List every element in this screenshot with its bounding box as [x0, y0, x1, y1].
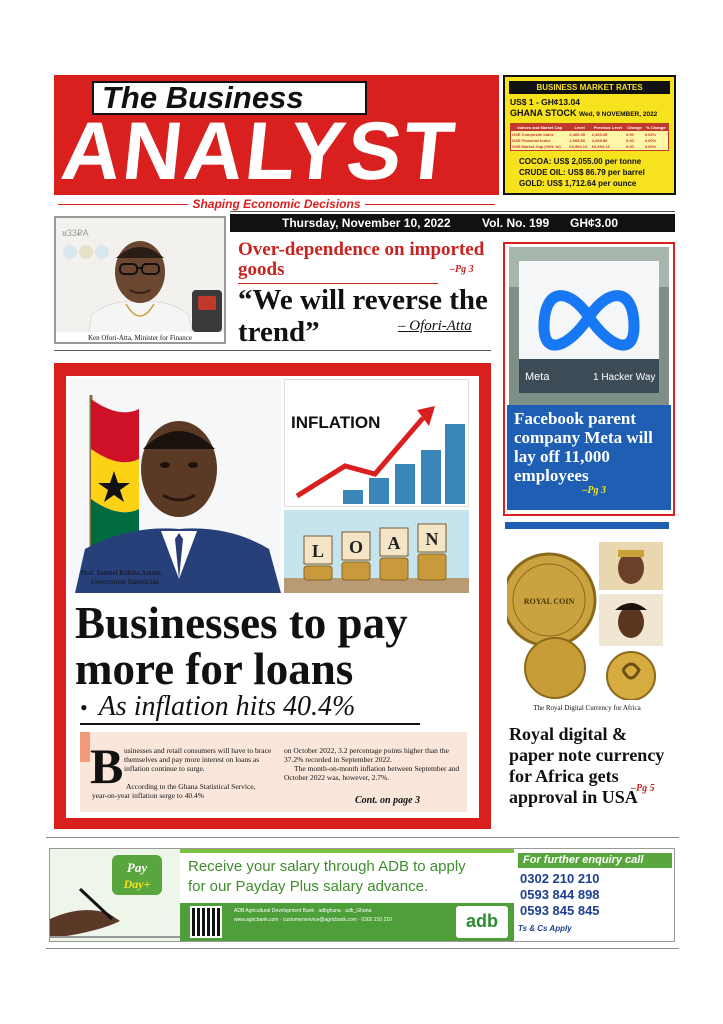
meta-sign-address: 1 Hacker Way — [593, 372, 656, 383]
royal-headline: Royal digital & paper note currency for Africa gets approval in USA — [509, 724, 665, 807]
tagline-rule-right — [365, 204, 495, 205]
annim-caption-title: Government Statistician — [91, 578, 159, 586]
adb-logo: adb — [456, 906, 508, 938]
masthead-title-main: ANALYST — [57, 106, 461, 197]
ofori-atta-photo — [54, 216, 226, 344]
tagline-rule-left — [58, 204, 188, 205]
loan-letter: L — [311, 541, 325, 561]
ofori-atta-caption: Ken Ofori-Atta, Minister for Finance — [56, 332, 224, 344]
rates-cell: 2,069.89 — [569, 137, 585, 143]
loan-letter: N — [425, 529, 439, 549]
volume-number: Vol. No. 199 — [482, 216, 550, 230]
body-column-2b: The month-on-month inflation between September and October 2022 was, however, 2.7%. — [284, 764, 460, 782]
ghana-stock-line — [510, 108, 657, 118]
rates-cell: 0.00% — [644, 131, 657, 137]
payday-hand-illustration — [50, 849, 180, 941]
loan-graphic — [284, 510, 469, 593]
adb-advertisement[interactable] — [49, 848, 675, 942]
body-column-1b: According to the Ghana Statistical Service, year-on-year inflation serge to 40.4% — [92, 782, 256, 800]
rates-header-cell: % Change — [644, 124, 668, 131]
rates-header-cell: Change — [625, 124, 644, 131]
rates-header-cell: Previous Level — [591, 124, 625, 131]
market-rates-box — [503, 75, 676, 195]
enquiry-banner: For further enquiry call — [518, 853, 672, 868]
rates-cell: 0.00 — [625, 143, 634, 149]
rates-cell: GSE Market Cap (GH¢ 'm) — [512, 143, 561, 149]
body-column-2a: on October 2022, 3.2 percentage points higher than the 37.2% recorded in September 2022. — [284, 746, 449, 764]
inflation-illustration — [285, 380, 469, 507]
kicker-page-ref: –Pg 3 — [450, 264, 474, 275]
royal-currency-photo — [507, 540, 667, 700]
rates-cell: 63,994.13 — [591, 143, 610, 149]
ofori-atta-illustration — [56, 218, 226, 344]
ad-footer — [234, 907, 454, 925]
ad-message-line1: Receive your salary through ADB to apply — [188, 858, 466, 875]
subhead-rule — [80, 723, 420, 725]
bullet-icon: • — [80, 695, 99, 720]
samuel-annim-illustration — [69, 379, 281, 593]
ghana-stock-date: Wed, 9 NOVEMBER, 2022 — [579, 111, 658, 118]
loan-illustration — [284, 510, 469, 593]
rates-header-cell: Level — [568, 124, 590, 131]
terms-note: Ts & Cs Apply — [518, 924, 572, 933]
section-rule — [54, 350, 491, 351]
inflation-graphic — [284, 379, 469, 507]
body-accent — [80, 732, 90, 762]
ad-rule-top — [46, 837, 679, 838]
meta-sign-brand: Meta — [525, 371, 550, 383]
meta-sign-photo — [509, 247, 669, 407]
rates-cell: 0.00% — [644, 137, 657, 143]
payday-logo-a: Pay — [126, 860, 148, 875]
royal-story-bar — [505, 522, 669, 529]
issue-date: Thursday, November 10, 2022 — [282, 216, 451, 230]
ad-footer-line2: www.agricbank.com · customerservice@agricbank.com · 0302 210 210 — [234, 917, 392, 923]
ad-footer-line1: ADB Agricultural Development Bank · adbghana · adb_Ghana — [234, 908, 372, 914]
phone-number[interactable]: 0593 845 845 — [520, 903, 600, 918]
rates-cell: 63,994.13 — [569, 143, 588, 149]
rates-cell: GSE Composite Index — [512, 131, 554, 137]
phone-number[interactable]: 0302 210 210 — [520, 871, 600, 886]
annim-caption-name: Prof. Samuel Kobina Annim, — [81, 569, 163, 577]
cocoa-price: COCOA: US$ 2,055.00 per tonne — [519, 157, 642, 166]
drop-cap: B — [90, 738, 124, 794]
royal-currency-illustration — [507, 540, 667, 700]
continued-link[interactable]: Cont. on page 3 — [355, 795, 421, 806]
market-rates-title: BUSINESS MARKET RATES — [509, 81, 670, 94]
top-headline: “We will reverse the trend” — [238, 284, 488, 348]
date-bar — [230, 214, 675, 232]
top-headline-byline: – Ofori-Atta — [398, 318, 472, 334]
body-column-1a: usinesses and retail consumers will have to brace themselves and pay more interest on loans as inflation continue to surge. — [124, 746, 272, 773]
payday-logo-b: Day+ — [123, 877, 151, 891]
qr-code-icon[interactable] — [190, 906, 222, 938]
main-subhead-text: As inflation hits 40.4% — [98, 691, 356, 722]
ad-message-line2: for our Payday Plus salary advance. — [188, 878, 429, 895]
masthead — [54, 75, 499, 195]
rates-cell: 0.00 — [625, 137, 634, 143]
inflation-label: INFLATION — [291, 413, 381, 432]
market-rates-table — [510, 123, 669, 151]
datebar-rule-top — [230, 211, 675, 212]
rates-cell: 2,069.89 — [591, 137, 608, 143]
rates-table-header — [511, 124, 668, 131]
royal-caption: The Royal Digital Currency for Africa — [533, 704, 641, 712]
svg-text:ᴚ33₽A: ᴚ33₽A — [62, 228, 89, 238]
kicker-headline: Over-dependence on imported goods — [238, 239, 485, 280]
coin-text: ROYAL COIN — [523, 597, 575, 606]
phone-number[interactable]: 0593 844 898 — [520, 887, 600, 902]
meta-headline: Facebook parent company Meta will lay off 11,000 employees — [514, 409, 653, 485]
rates-cell: GSE Financial Index — [512, 137, 551, 143]
crude-oil-price: CRUDE OIL: US$ 86.79 per barrel — [519, 168, 645, 177]
main-subhead — [80, 690, 460, 725]
rates-cell: 2,460.45 — [569, 131, 585, 137]
meta-story-box — [507, 405, 671, 510]
page-bottom-rule — [46, 948, 679, 949]
loan-letter: O — [348, 537, 364, 557]
rates-cell: 0.00% — [644, 143, 657, 149]
issue-price: GH¢3.00 — [570, 216, 619, 230]
tagline-text: Shaping Economic Decisions — [192, 197, 361, 211]
rates-cell: 2,460.45 — [591, 131, 608, 137]
royal-page-ref: –Pg 5 — [631, 783, 655, 794]
ghana-stock-label: GHANA STOCK — [510, 108, 577, 118]
meta-sign-illustration — [509, 247, 669, 407]
rates-header-cell: Indices and Market Cap — [511, 124, 568, 131]
table-row — [511, 143, 668, 149]
samuel-annim-photo — [69, 379, 281, 593]
loan-letter: A — [387, 533, 401, 553]
usd-rate: US$ 1 - GH¢13.04 — [510, 97, 580, 107]
main-headline: Businesses to pay more for loans — [75, 598, 408, 694]
ad-message — [188, 857, 528, 897]
payday-plus-panel — [50, 849, 180, 941]
gold-price: GOLD: US$ 1,712.64 per ounce — [519, 179, 637, 188]
masthead-title-top: The Business — [92, 81, 367, 115]
rates-cell: 0.00 — [625, 131, 634, 137]
meta-page-ref: –Pg 3 — [582, 485, 606, 496]
